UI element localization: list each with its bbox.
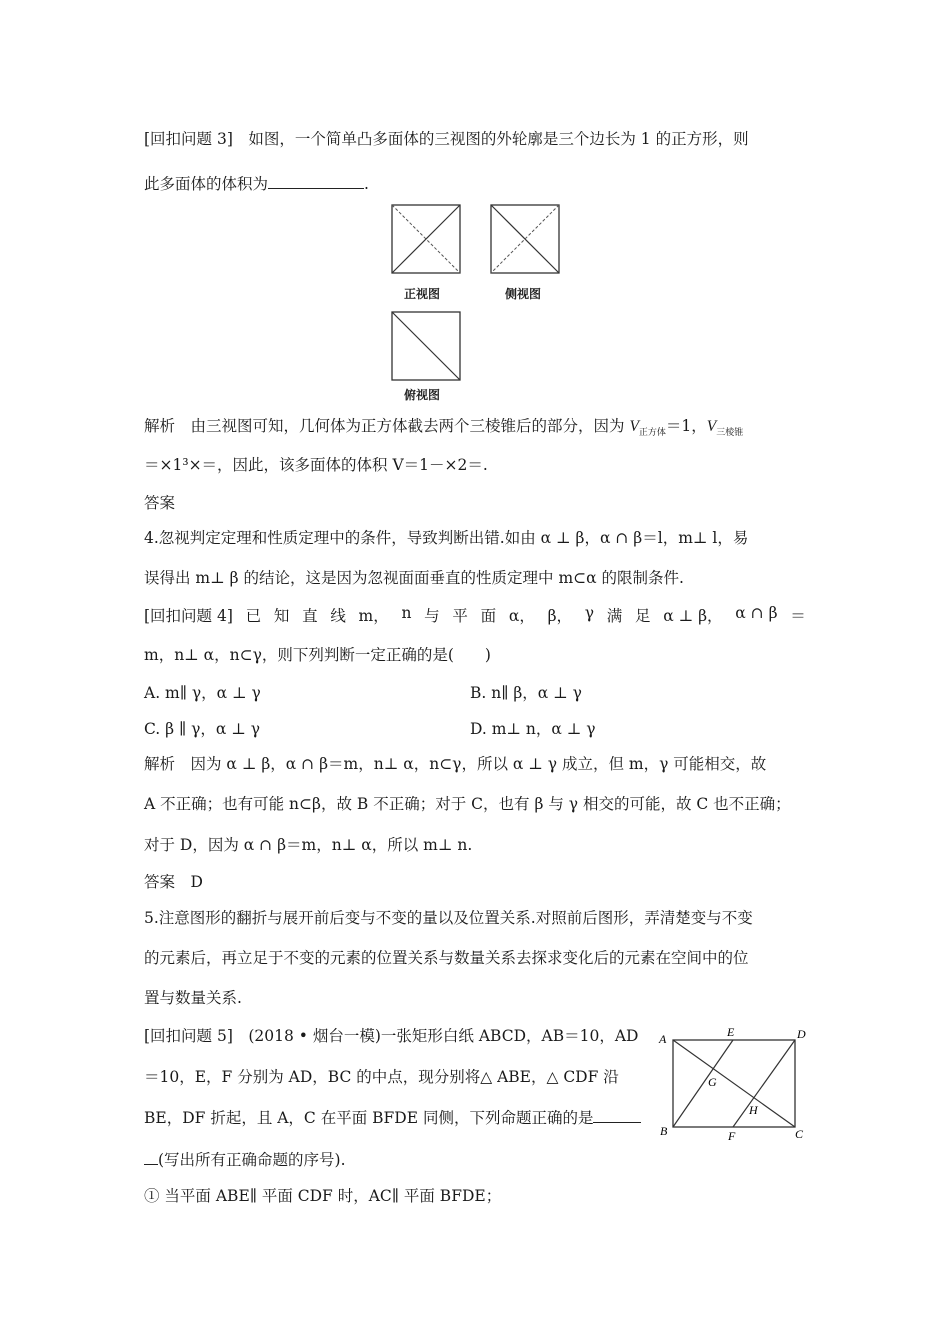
p4-token: γ [584,604,595,622]
option-a: A. m∥ γ，α ⊥ γ [144,684,261,702]
problem5-item1: ① 当平面 ABE∥ 平面 CDF 时，AC∥ 平面 BFDE； [144,1187,502,1205]
option-d: D. m⊥ n，α ⊥ γ [470,720,596,738]
problem4-line1 [144,604,806,626]
p4-token: α， [508,607,535,625]
p4-token: 知 [273,607,290,625]
problem5-line4 [144,1148,346,1170]
point4-line2: 误得出 m⊥ β 的结论，这是因为忽视面面垂直的性质定理中 m⊂α 的限制条件. [144,569,684,587]
p4-token: β， [547,607,573,625]
problem3-line2-period: . [364,175,369,193]
p4-token: α ∩ β [735,604,778,622]
problem3-line2 [144,172,369,194]
problem5-line3 [144,1106,641,1128]
answer-blank [268,174,364,189]
problem4-analysis-line1: 解析 因为 α ⊥ β，α ∩ β＝m，n⊥ α，n⊂γ，所以 α ⊥ γ 成立，但 m，γ 可能相交，故 [144,755,767,773]
point5-line3: 置与数量关系. [144,989,242,1007]
p4-token: 面 [480,607,497,625]
label-f: F [728,1129,736,1143]
p4-token: 与 [424,607,440,625]
p4-token: 直 [302,607,318,625]
label-e: E [727,1027,735,1039]
answer-blank-2 [144,1150,158,1165]
point5-line1: 5.注意图形的翻折与展开前后变与不变的量以及位置关系.对照前后图形，弄清楚变与不变 [144,909,753,927]
problem4-analysis-line3: 对于 D，因为 α ∩ β＝m，n⊥ α，所以 m⊥ n. [144,836,473,854]
front-view-caption: 正视图 [404,287,441,301]
segment-ac [673,1040,795,1127]
label-g: G [708,1075,717,1089]
label-b: B [660,1124,668,1138]
problem5-line3-text: BE，DF 折起，且 A，C 在平面 BFDE 同侧，下列命题正确的是 [144,1109,594,1127]
p4-token: α ⊥ β， [663,607,723,625]
problem3-line2-text: 此多面体的体积为 [144,175,269,193]
problem4-answer: 答案 D [144,873,203,891]
option-b: B. n∥ β，α ⊥ γ [470,684,582,702]
volume-eq-cube: ＝1， [665,417,707,435]
problem4-line2: m，n⊥ α，n⊂γ，则下列判断一定正确的是( ) [144,646,491,664]
point4-line1: 4.忽视判定定理和性质定理中的条件，导致判断出错.如由 α ⊥ β，α ∩ β＝l，m⊥ l，易 [144,529,749,547]
problem5-line4-text: (写出所有正确命题的序号). [158,1151,346,1169]
p4-token: [回扣问题 4] [144,607,233,625]
volume-sub-cube: 正方体 [638,428,666,439]
segment-be [673,1040,733,1127]
option-c: C. β ∥ γ，α ⊥ γ [144,720,261,738]
label-d: D [797,1027,806,1041]
three-views-figure [388,202,568,402]
volume-sub-pyramid: 三棱锥 [716,428,744,439]
top-view-caption: 俯视图 [404,388,441,402]
point5-line2: 的元素后，再立足于不变的元素的位置关系与数量关系去探求变化后的元素在空间中的位 [144,949,749,967]
p4-token: n [401,604,412,622]
p4-token: m， [358,607,389,625]
problem5-line2: ＝10，E，F 分别为 AD，BC 的中点，现分别将△ ABE，△ CDF 沿 [144,1068,619,1086]
side-view-caption: 侧视图 [505,287,542,301]
p4-token: 线 [330,607,346,625]
p4-token: ＝ [790,607,806,625]
problem5-line1: [回扣问题 5] (2018 • 烟台一模)一张矩形白纸 ABCD，AB＝10，AD [144,1027,639,1045]
volume-symbol-pyramid: V [706,418,717,435]
problem3-line1: [回扣问题 3] 如图，一个简单凸多面体的三视图的外轮廓是三个边长为 1 的正方形，则 [144,130,749,148]
problem3-analysis-text: 解析 由三视图可知，几何体为正方体截去两个三棱锥后的部分，因为 [144,417,630,435]
rectangle-figure [655,1027,815,1145]
label-a: A [659,1032,667,1046]
p4-token: 足 [634,607,651,625]
p4-token: 满 [606,607,623,625]
p4-token: 已 [245,607,262,625]
problem3-answer: 答案 [144,494,176,512]
problem3-analysis-line1 [144,414,743,438]
front-view-square [392,205,460,273]
label-c: C [795,1127,804,1141]
segment-df [733,1040,795,1127]
problem3-analysis-line2: ＝×1³×＝，因此，该多面体的体积 V＝1－×2＝. [144,456,488,474]
side-view-square [491,205,559,273]
volume-symbol-cube: V [629,418,639,435]
top-view-square [392,312,460,380]
answer-blank-1 [593,1108,641,1123]
problem4-analysis-line2: A 不正确；也有可能 n⊂β，故 B 不正确；对于 C，也有 β 与 γ 相交的可能，故 C 也不正确； [144,795,791,813]
label-h: H [749,1103,758,1117]
p4-token: 平 [452,607,468,625]
